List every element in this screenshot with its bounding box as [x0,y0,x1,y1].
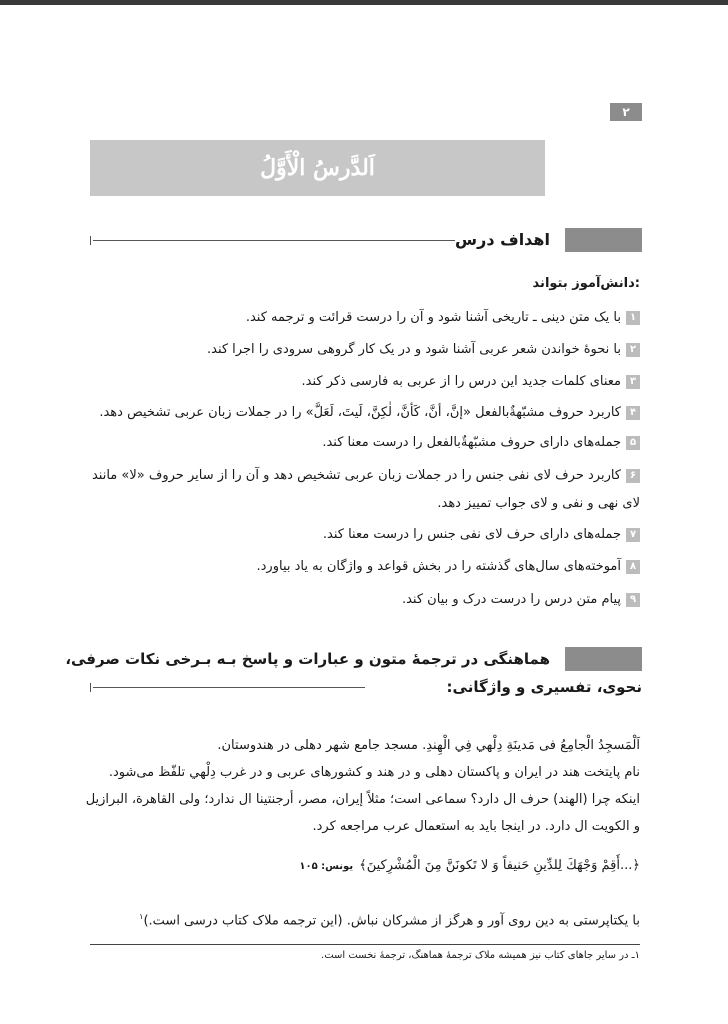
objective-number: ۵ [626,436,640,450]
verse-reference: یونس: ۱۰۵ [299,861,354,872]
objective-item [80,305,640,331]
harmony-heading-line2: نحوی، تفسیری و واژگانی: [446,678,642,696]
objective-text: با یک متن دینی ـ تاریخی آشنا شود و آن را درست قرائت و ترجمه کند. [245,310,621,325]
section-marker [565,647,642,671]
objective-number: ۹ [626,593,640,607]
objectives-lead: دانش‌آموز بتواند: [532,276,640,291]
persian-translation: مسجد جامع شهر دهلی در هندوستان. [217,738,418,753]
objective-text: پیام متن درس را درست درک و بیان کند. [401,592,621,607]
paragraph-2: نام پایتخت هند در ایران و پاکستان دهلی و در هند و کشورهای عربی و در غرب دِلْهي تلفّظ می‌شود. [108,765,640,780]
section-rule [93,687,365,688]
quran-verse [80,858,640,873]
section-rule [93,240,455,241]
objective-text: کاربرد حرف لای نفی جنس را در جملات زبان عربی تشخیص دهد و آن را از سایر حروف «لا» مانند لای نهی و نفی و لای جواب تمییز دهد. [91,468,640,511]
objective-number: ۲ [626,343,640,357]
top-border [0,0,728,5]
objective-text: جمله‌های دارای حرف لای نفی جنس را درست معنا کند. [322,527,621,542]
objective-number: ۳ [626,375,640,389]
harmony-heading-line1: هماهنگی در ترجمهٔ متون و عبارات و پاسخ بـه بـرخی نکات صرفی، [65,650,550,668]
objectives-heading: اهداف درس [455,230,550,249]
footnote-marker: ۱ [139,912,144,921]
objective-text: آموخته‌های سال‌های گذشته را در بخش قواعد و واژگان به یاد بیاورد. [256,559,621,574]
objective-number: ۴ [626,406,640,420]
arabic-phrase: اَلْمَسجِدُ الْجامِعُ فی مَدینَةِ دِلْهي فِي الْهِندِ. [422,738,640,753]
verse-translation: با یکتاپرستی به دین روی آور و هرگز از مشرکان نباش. (این ترجمه ملاک کتاب درسی است.) [143,913,640,929]
objective-item [80,554,640,580]
objective-number: ۷ [626,528,640,542]
footnote: ۱ـ در سایر جاهای کتاب نیز همیشه ملاک ترجمهٔ هماهنگ، ترجمهٔ نخست است. [321,950,640,961]
objective-item [80,522,640,548]
paragraph-3: اینکه چرا (الهند) حرف ال دارد؟ سماعی است؛ مثلاً إیران، مصر، أرجنتینا ال ندارد؛ ولی القاهرة، البرازیل و الکویت ال دارد. در اینجا باید به استعمال عرب مراجعه کرد. [85,792,640,834]
objective-text: کاربرد حروف مشبّهةٌبالفعل «إنَّ، أنَّ، کَأنَّ، لٰکِنَّ، لَیتَ، لَعَلَّ» را در جملات زبان عربی تشخیص دهد. [99,405,621,420]
page-number: ۲ [610,103,642,121]
objective-item [80,337,640,363]
paragraph-4 [80,904,640,933]
paragraph-1 [80,733,640,758]
objective-item [80,587,640,613]
lesson-title: اَلدَّرسُ الْأَوَّلُ [90,140,545,196]
objective-item [80,462,640,518]
footnote-divider [90,944,640,945]
objective-text: جمله‌های دارای حروف مشبّهةٌبالفعل را درست معنا کند. [322,435,621,450]
objective-number: ۶ [626,469,640,483]
objective-text: معنای کلمات جدید این درس را از عربی به فارسی ذکر کند. [301,374,621,389]
objective-number: ۱ [626,311,640,325]
objective-number: ۸ [626,560,640,574]
verse-text: ﴿...أَقِمْ وَجْهَكَ لِلدِّينِ حَنيفاً وَ لا تَكونَنَّ مِنَ الْمُشْرِكينَ﴾ [359,858,640,873]
objective-text: با نحوهٔ خواندن شعر عربی آشنا شود و در یک کار گروهی سرودی را اجرا کند. [206,342,621,357]
section-marker [565,228,642,252]
harmony-header [65,647,642,707]
objective-item [80,430,640,456]
objective-item [80,400,640,426]
objective-item [80,369,640,395]
